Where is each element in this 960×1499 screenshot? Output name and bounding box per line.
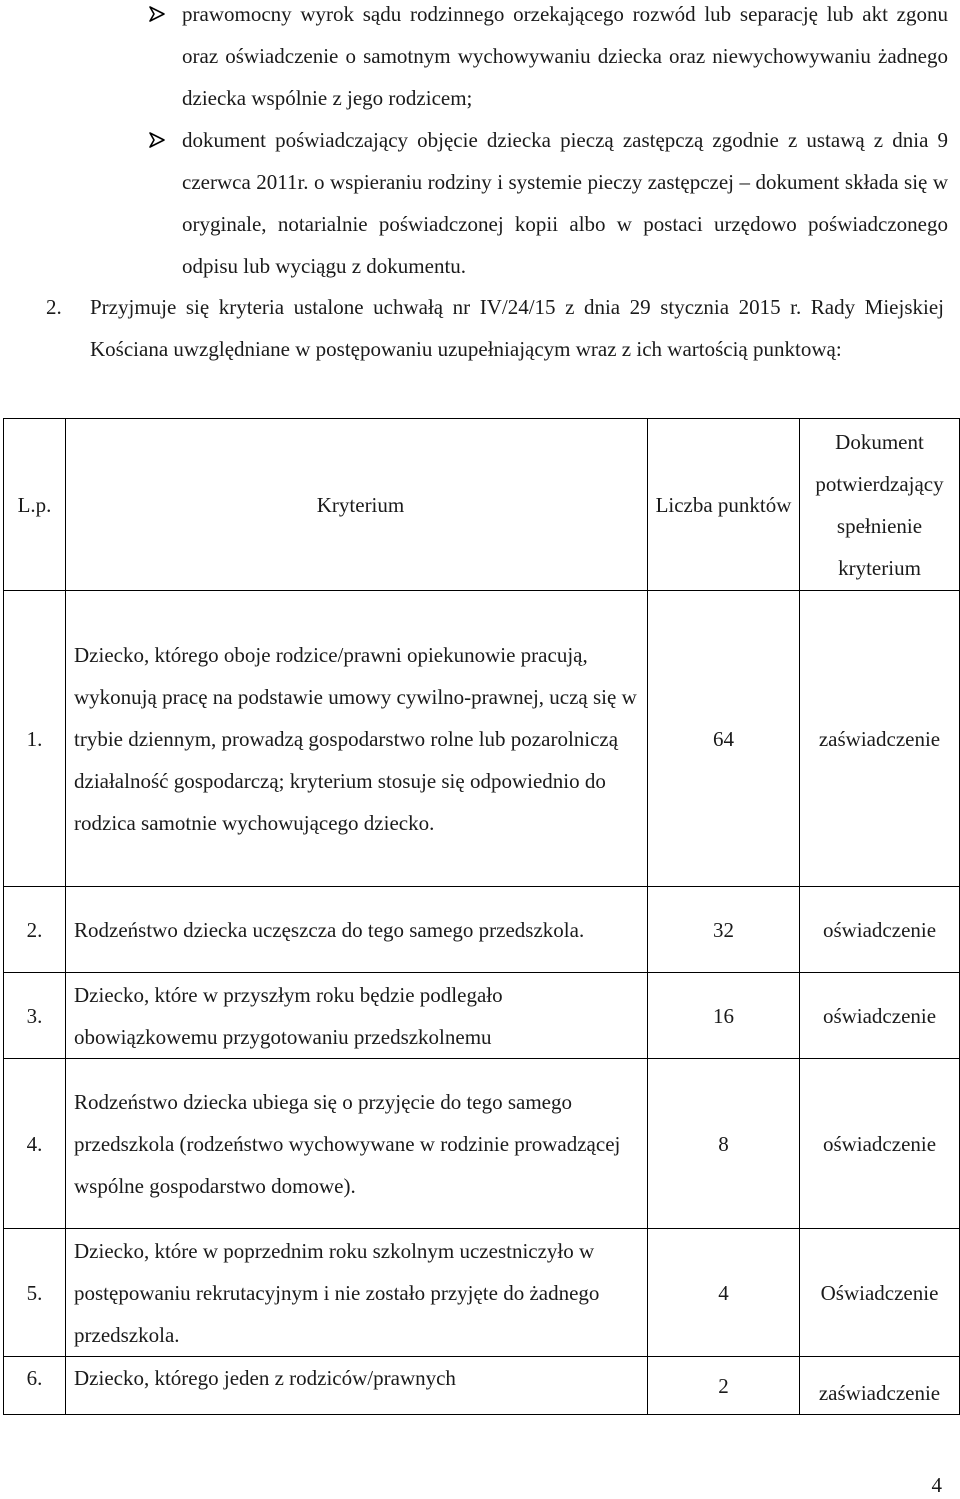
point-number: 2. xyxy=(46,295,62,319)
header-document: Dokument potwierdzający spełnienie kryterium xyxy=(800,419,960,591)
row-document: oświadczenie xyxy=(800,973,960,1059)
row-num: 4. xyxy=(4,1059,66,1229)
row-points: 32 xyxy=(648,887,800,973)
row-points: 4 xyxy=(648,1229,800,1357)
row-points: 8 xyxy=(648,1059,800,1229)
row-criterion: Dziecko, które w przyszłym roku będzie podlegało obowiązkowemu przygotowaniu przedszkolnemu xyxy=(66,973,648,1059)
row-criterion: Dziecko, które w poprzednim roku szkolnym uczestniczyło w postępowaniu rekrutacyjnym i nie zostało przyjęte do żadnego przedszkola. xyxy=(66,1229,648,1357)
table-row xyxy=(4,973,960,1059)
row-document: Oświadczenie xyxy=(800,1229,960,1357)
bullet-item xyxy=(148,119,948,287)
row-num: 2. xyxy=(4,887,66,973)
row-criterion: Rodzeństwo dziecka ubiega się o przyjęcie do tego samego przedszkola (rodzeństwo wychowywane w rodzinie prowadzącej wspólne gospodarstwo domowe). xyxy=(66,1059,648,1229)
row-points: 16 xyxy=(648,973,800,1059)
row-criterion: Dziecko, którego jeden z rodziców/prawnych xyxy=(66,1357,648,1415)
row-num: 6. xyxy=(4,1357,66,1415)
row-num: 5. xyxy=(4,1229,66,1357)
row-points: 2 xyxy=(648,1357,800,1415)
table-row xyxy=(4,1357,960,1415)
table-row xyxy=(4,591,960,887)
criteria-table xyxy=(3,418,960,1415)
point-text: Przyjmuje się kryteria ustalone uchwałą nr IV/24/15 z dnia 29 stycznia 2015 r. Rady Miejskiej Kościana uwzględniane w postępowaniu uzupełniającym wraz z ich wartością punktową: xyxy=(90,295,944,361)
row-document: oświadczenie xyxy=(800,1059,960,1229)
row-criterion: Rodzeństwo dziecka uczęszcza do tego samego przedszkola. xyxy=(66,887,648,973)
header-criterion: Kryterium xyxy=(66,419,648,591)
row-criterion: Dziecko, którego oboje rodzice/prawni opiekunowie pracują, wykonują pracę na podstawie umowy cywilno-prawnej, uczą się w trybie dziennym, prowadzą gospodarstwo rolne lub pozarolniczą działalność gospodarczą; kryterium stosuje się odpowiednio do rodzica samotnie wychowującego dziecko. xyxy=(66,591,648,887)
row-document: zaświadczenie xyxy=(800,591,960,887)
arrow-bullet-icon xyxy=(148,119,170,161)
header-points: Liczba punktów xyxy=(648,419,800,591)
section-point-2 xyxy=(46,286,944,370)
table-row xyxy=(4,1059,960,1229)
row-points: 64 xyxy=(648,591,800,887)
row-document: zaświadczenie xyxy=(800,1357,960,1415)
header-num: L.p. xyxy=(4,419,66,591)
table-row xyxy=(4,887,960,973)
row-num: 1. xyxy=(4,591,66,887)
arrow-bullet-icon xyxy=(148,0,170,35)
row-document: oświadczenie xyxy=(800,887,960,973)
page-number: 4 xyxy=(931,1473,942,1497)
table-header-row xyxy=(4,419,960,591)
row-num: 3. xyxy=(4,973,66,1059)
bullet-list xyxy=(148,0,948,287)
table-row xyxy=(4,1229,960,1357)
bullet-item xyxy=(148,0,948,119)
bullet-text: dokument poświadczający objęcie dziecka pieczą zastępczą zgodnie z ustawą z dnia 9 czerwca 2011r. o wspieraniu rodziny i systemie pieczy zastępczej – dokument składa się w oryginale, notarialnie poświadczonej kopii albo w postaci urzędowo poświadczonego odpisu lub wyciągu z dokumentu. xyxy=(182,128,948,278)
bullet-text: prawomocny wyrok sądu rodzinnego orzekającego rozwód lub separację lub akt zgonu oraz oświadczenie o samotnym wychowywaniu dziecka oraz niewychowywaniu żadnego dziecka wspólnie z jego rodzicem; xyxy=(182,2,948,110)
